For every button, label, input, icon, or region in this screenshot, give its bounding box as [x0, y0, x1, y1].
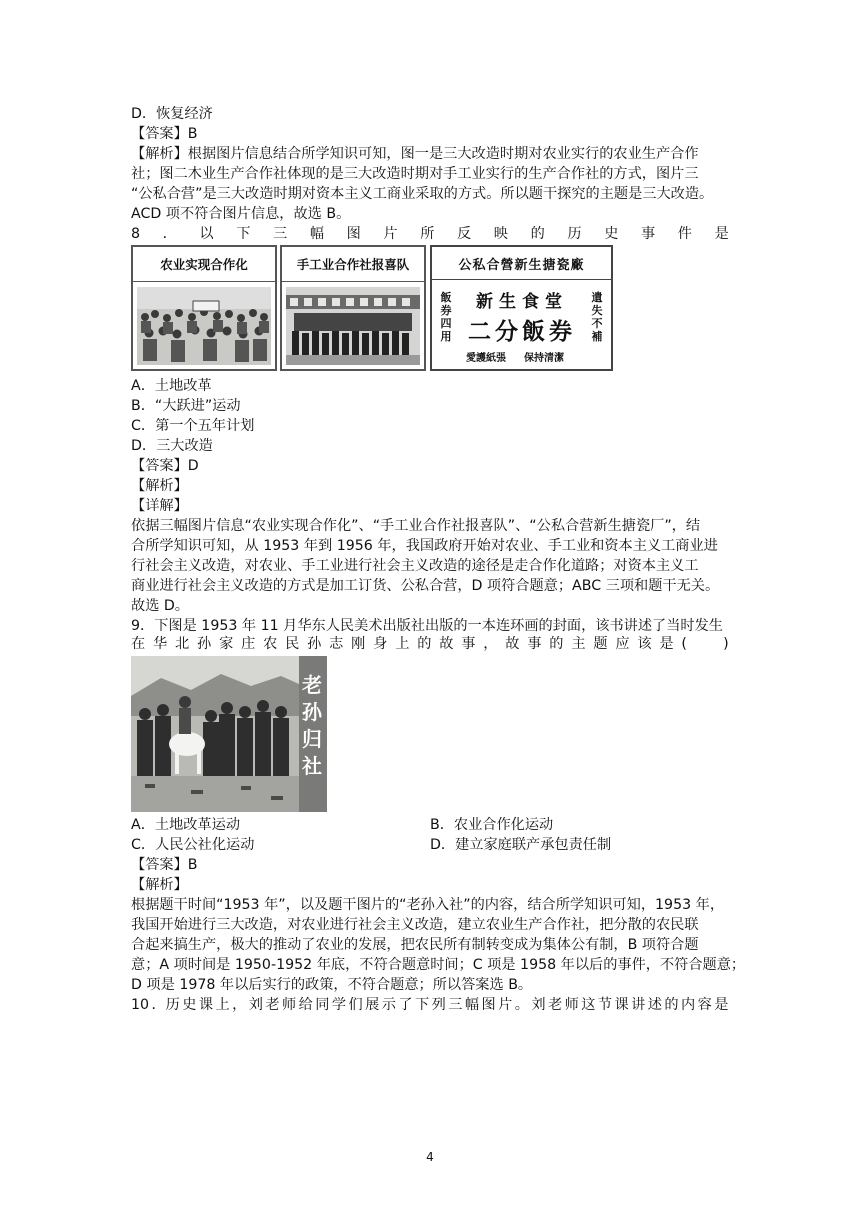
q9-option-a: A．土地改革运动: [131, 817, 241, 833]
q8-explanation-line: 依据三幅图片信息“农业实现合作化”、“手工业合作社报喜队”、“公私合营新生搪瓷厂”，结: [131, 518, 701, 534]
q8-explanation-line: 故选 D。: [131, 598, 189, 614]
q7-explanation-line: 【解析】根据图片信息结合所学知识可知，图一是三大改造时期对农业实行的农业生产合作: [131, 146, 699, 162]
q9-explanation-line: 根据题干时间“1953 年”，以及题干图片的“老孙入社”的内容，结合所学知识可知，1953 年，: [131, 897, 725, 913]
page-number: 4: [426, 1150, 434, 1164]
q8-answer: 【答案】D: [131, 458, 199, 474]
meal-ticket-picture: [430, 245, 613, 371]
picture-caption: 农业实现合作化: [133, 247, 275, 282]
q8-question: 8 ． 以 下 三 幅 图 片 所 反 映 的 历 史 事 件 是: [131, 226, 729, 242]
q9-explanation-line: 我国开始进行三大改造，对农业进行社会主义改造，建立农业生产合作社，把分散的农民联: [131, 917, 699, 933]
q9-question-line: 9．下图是 1953 年 11 月华东人民美术出版社出版的一本连环画的封面，该书讲述了当时发生: [131, 618, 723, 634]
comic-book-cover: [131, 656, 327, 812]
q9-explanation-line: 意；A 项时间是 1950-1952 年底，不符合题意时间；C 项是 1958 年以后的事件，不符合题意；: [131, 957, 746, 973]
ticket-right-text: 遺失不補: [591, 291, 603, 343]
ticket-value: 二分飯券: [468, 318, 576, 345]
q7-answer: 【答案】B: [131, 126, 198, 142]
ticket-header: 公私合營新生搪瓷廠: [432, 247, 611, 280]
parade-photo: [286, 287, 420, 365]
q8-analysis-label: 【解析】: [131, 478, 188, 494]
q8-explanation-line: 合所学知识可知，从 1953 年到 1956 年，我国政府开始对农业、手工业和资本主义工商业进: [131, 538, 718, 554]
q9-question-line: 在 华 北 孙 家 庄 农 民 孙 志 刚 身 上 的 故 事 ， 故 事 的 主 题 应 该 是 ( ): [131, 636, 729, 652]
q9-option-d: D．建立家庭联产承包责任制: [430, 837, 612, 853]
q8-option-c: C．第一个五年计划: [131, 418, 255, 434]
q8-option-d: D．三大改造: [131, 438, 213, 454]
q8-detail-label: 【详解】: [131, 498, 188, 514]
q9-explanation-line: D 项是 1978 年以后实行的政策，不符合题意；所以答案选 B。: [131, 977, 533, 993]
q7-explanation-line: ACD 项不符合图片信息，故选 B。: [131, 206, 351, 222]
q9-analysis-label: 【解析】: [131, 877, 188, 893]
q8-option-a: A．土地改革: [131, 378, 212, 394]
ticket-left-text: 飯券四用: [440, 291, 452, 343]
q7-explanation-line: 社；图二木业生产合作社体现的是三大改造时期对手工业实行的生产合作社的方式，图片三: [131, 166, 699, 182]
ticket-bottom-right: 保持清潔: [524, 353, 564, 364]
q7-explanation-line: “公私合营”是三大改造时期对资本主义工商业采取的方式。所以题干探究的主题是三大改造。: [131, 186, 714, 202]
crowd-photo: [137, 287, 271, 365]
handicraft-cooperative-picture: [280, 245, 426, 371]
agriculture-cooperative-picture: [131, 245, 277, 371]
picture-caption: 手工业合作社报喜队: [282, 247, 424, 282]
q10-question-line: 10 ．历 史 课 上 ， 刘 老 师 给 同 学 们 展 示 了 下 列 三 幅 图 片 。 刘 老 师 这 节 课 讲 述 的 内 容 是: [131, 997, 729, 1013]
q8-option-b: B．“大跃进”运动: [131, 398, 241, 414]
q9-answer: 【答案】B: [131, 857, 198, 873]
q8-explanation-line: 行社会主义改造，对农业、手工业进行社会主义改造的途径是走合作化道路；对资本主义工: [131, 558, 699, 574]
q8-explanation-line: 商业进行社会主义改造的方式是加工订货、公私合营，D 项符合题意；ABC 三项和题干无关。: [131, 578, 720, 594]
q7-option-d: D．恢复经济: [131, 106, 213, 122]
q9-option-b: B．农业合作化运动: [430, 817, 554, 833]
q9-option-c: C．人民公社化运动: [131, 837, 255, 853]
cover-title: 老孙归社: [302, 673, 322, 778]
q9-explanation-line: 合起来搞生产，极大的推动了农业的发展，把农民所有制转变成为集体公有制，B 项符合题: [131, 937, 699, 953]
ticket-canteen-name: 新生食堂: [476, 292, 568, 312]
ticket-bottom-left: 愛護紙張: [466, 353, 506, 364]
